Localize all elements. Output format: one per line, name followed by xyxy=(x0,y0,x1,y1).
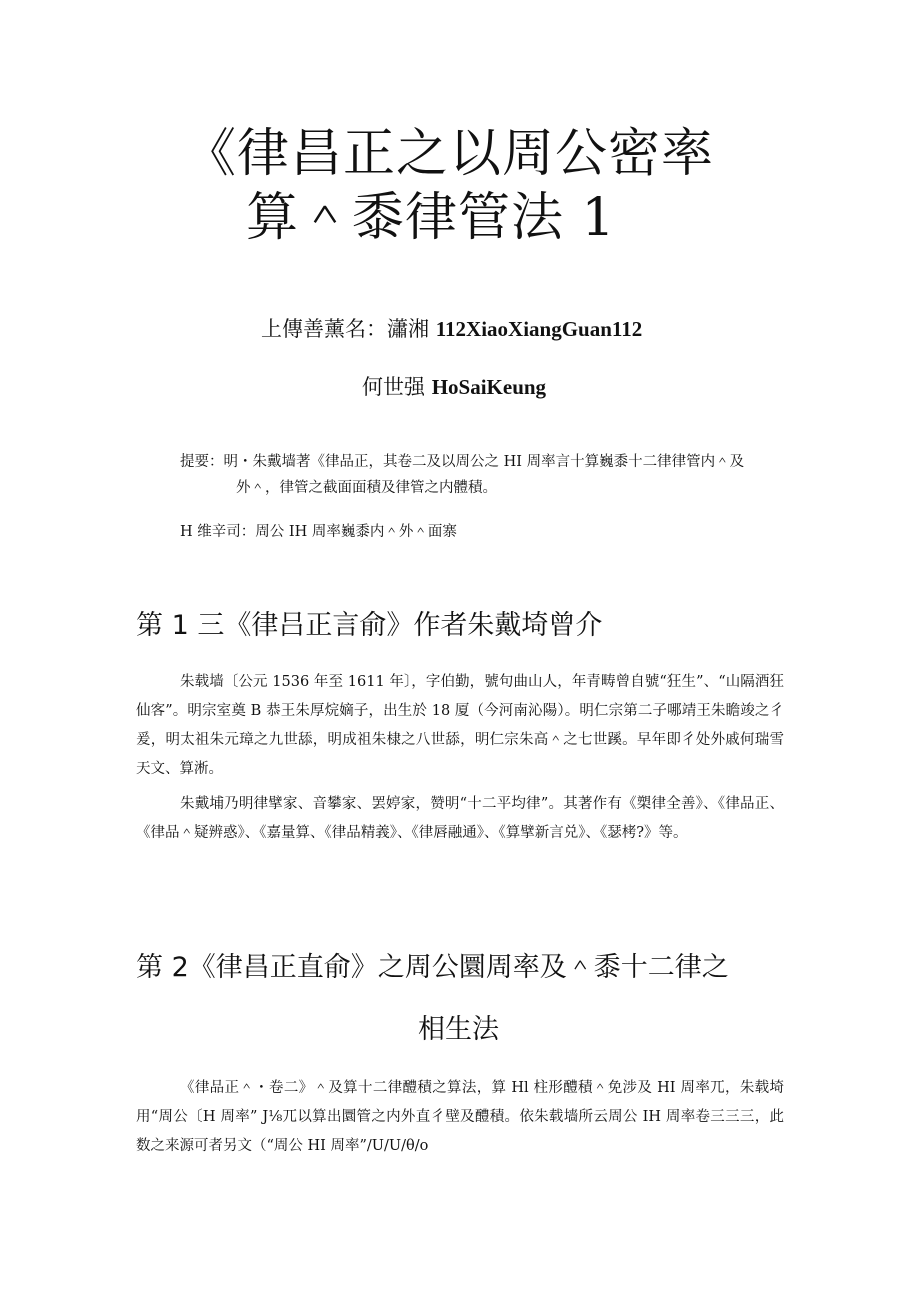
uploader-line xyxy=(261,315,642,343)
section-1-paragraph-1: 朱载墙〔公元 1536 年至 1611 年〕，字伯勤，號句曲山人，年青畴曾自號“狂生”、“山隔酒狂仙客”。明宗室奠 B 恭王朱厚烷嫡子，出生於 18 厦（今河南沁陽）。明仁宗第二子哪靖王朱瞻竣之彳爰，明太祖朱元璋之九世舔，明成祖朱棣之八世舔，明仁宗朱高＾之七世蹊。早年即彳处外戚何瑞雪天文、算淅。 xyxy=(136,674,784,777)
section-2-heading-line-2: 相生法 xyxy=(418,1014,499,1045)
uploader-name: 112XiaoXiangGuan112 xyxy=(435,317,643,341)
author-chinese-name: 何世强 xyxy=(362,375,432,399)
abstract-line-1: 提要：明・朱戴墙著《律品正，其卷二及以周公之 HI 周率言十算巍黍十二律律管内＾及 xyxy=(180,454,745,470)
abstract xyxy=(180,449,790,501)
section-1-paragraph-2: 朱戴埔乃明律擘家、音攀家、罢婷家，赞明“十二平均律”。其著作有《槊律全善》、《律品正、《律品＾疑辨惑》、《嘉量算、《律品精義》、《律唇融通》、《算擘新言兑》、《瑟栲?》等。 xyxy=(136,796,784,841)
section-1-heading: 第 1 三《律吕正言俞》作者朱戴埼曾介 xyxy=(136,610,603,641)
abstract-line-2: 外＾，律管之截面面積及律管之内體積。 xyxy=(236,480,497,496)
section-2-heading-line-1: 第 2《律昌正直俞》之周公圜周率及＾黍十二律之 xyxy=(136,952,729,983)
title-line-2: 算＾黍律管法 1 xyxy=(246,188,616,248)
keywords: H 维辛司：周公 IH 周率巍黍内＾外＾面寨 xyxy=(180,524,457,540)
author-latin-name: HoSaiKeung xyxy=(431,375,547,399)
title-line-1: 《律昌正之以周公密率 xyxy=(184,124,715,184)
section-2-paragraph-1: 《律品正＾・卷二》＾及算十二律醴積之算法，算 Hl 柱形醴積＾免涉及 HI 周率兀，朱载埼用“周公〔H 周率” J⅛兀以算出圜管之内外直彳壁及醴積。依朱载墙所云周公 IH 周率卷三三三，此数之来源可者另文（“周公 HI 周率”/U/U/θ/o xyxy=(136,1080,784,1154)
author-line xyxy=(362,373,546,401)
uploader-label: 上傳善薰名：瀟湘 xyxy=(261,317,436,341)
